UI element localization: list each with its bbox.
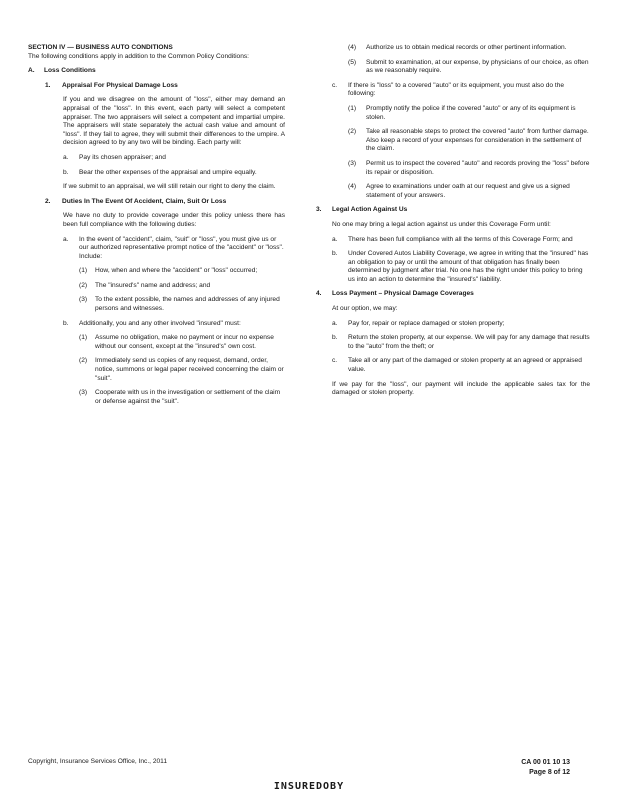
list-text: How, when and where the "accident" or "loss" occurred; [95, 267, 258, 275]
condition-2-label: 2. [45, 197, 51, 205]
condition-4-heading [316, 290, 590, 299]
condition-3-title: Legal Action Against Us [332, 206, 408, 214]
sub-list-item [28, 357, 285, 383]
list-label: (1) [79, 267, 88, 275]
list-text: There has been full compliance with all the terms of this Coverage Form; and [348, 235, 573, 243]
list-text: Submit to examination, at our expense, by physicians of our choice, as often as we reasonably require. [366, 58, 589, 75]
list-item [332, 250, 590, 284]
list-item [332, 82, 590, 99]
list-label: b. [332, 334, 338, 342]
list-label: (3) [348, 159, 357, 167]
list-label: a. [63, 153, 69, 161]
list-text: In the event of "accident", claim, "suit" or "loss", you must give us or our authorized representative prompt notice of the "accident" or "loss". Include: [79, 235, 284, 260]
list-text: Bear the other expenses of the appraisal and umpire equally. [79, 168, 257, 176]
sub-list-item [332, 105, 590, 122]
condition-1-closing: If we submit to an appraisal, we will still retain our right to deny the claim. [63, 183, 276, 191]
list-item [28, 236, 285, 262]
condition-3-text: No one may bring a legal action against us under this Coverage Form until: [332, 220, 551, 228]
list-text: Promptly notify the police if the covered "auto" or any of its equipment is stolen. [366, 104, 576, 121]
condition-2-heading [28, 198, 285, 207]
list-label: (1) [79, 334, 88, 342]
footer-copyright: Copyright, Insurance Services Office, Inc., 2011 [28, 758, 168, 765]
list-label: (4) [348, 183, 357, 191]
condition-2-text: We have no duty to provide coverage under this policy unless there has been full compliance with the following duties: [63, 212, 285, 228]
list-text: Take all or any part of the damaged or stolen property at an agreed or appraised value. [348, 357, 582, 374]
list-item [28, 320, 285, 329]
sub-list-item [332, 183, 590, 200]
list-label: (2) [79, 281, 88, 289]
list-text: Pay for, repair or replace damaged or stolen property; [348, 319, 505, 327]
list-label: a. [332, 235, 338, 243]
sub-list-item [28, 267, 285, 276]
list-item [332, 236, 590, 245]
sub-list-item [28, 282, 285, 291]
list-label: (4) [348, 44, 357, 51]
list-text: Authorize us to obtain medical records or other pertinent information. [366, 44, 567, 51]
list-text: Pay its chosen appraiser; and [79, 153, 166, 161]
sub-list-item [28, 334, 285, 351]
list-text: Take all reasonable steps to protect the covered "auto" from further damage. Also keep a record of your expenses for consideration in the settlement of the claim. [366, 128, 589, 153]
list-item [28, 154, 285, 163]
list-label: b. [63, 319, 69, 327]
left-column [28, 44, 285, 412]
list-text: If there is "loss" to a covered "auto" or its equipment, you must also do the following: [348, 81, 565, 98]
condition-4-closing: If we pay for the "loss", our payment will include the applicable sales tax for the damaged or stolen property. [332, 380, 590, 397]
right-column [316, 44, 590, 404]
list-item [28, 169, 285, 178]
condition-1-label: 1. [45, 81, 51, 89]
condition-3-label: 3. [316, 206, 322, 214]
list-label: b. [63, 168, 69, 176]
page-number: Page 8 of 12 [529, 769, 570, 776]
list-text: Additionally, you and any other involved "insured" must: [79, 319, 241, 327]
list-label: a. [332, 319, 338, 327]
list-item [332, 357, 590, 374]
sub-list-item [332, 59, 590, 76]
list-text: Under Covered Autos Liability Coverage, we agree in writing that the "insured" has an obligation to pay or until the amount of that obligation has finally been determined by judgment after trial. No one has the right under this policy to bring us into an action to determine the "insured's" liability. [348, 250, 589, 283]
condition-1-title: Appraisal For Physical Damage Loss [62, 81, 178, 89]
sub-list-item [332, 44, 590, 53]
list-text: Agree to examinations under oath at our request and give us a signed statement of your answers. [366, 183, 570, 199]
watermark: INSUREDOBY [273, 781, 345, 792]
list-label: b. [332, 250, 338, 258]
list-label: (2) [348, 128, 357, 136]
section-intro: The following conditions apply in addition to the Common Policy Conditions: [28, 52, 250, 60]
condition-4-title: Loss Payment – Physical Damage Coverages [332, 290, 474, 298]
list-label: c. [332, 357, 338, 365]
form-number: CA 00 01 10 13 [521, 759, 570, 766]
list-text: Assume no obligation, make no payment or incur no expense without our consent, except at the "insured's" own cost. [95, 334, 274, 350]
list-label: (2) [79, 357, 88, 365]
condition-1-heading [28, 82, 285, 91]
sub-list-item [332, 128, 590, 154]
list-label: (3) [79, 389, 88, 397]
list-item [332, 334, 590, 351]
condition-4-text: At our option, we may: [332, 305, 398, 313]
list-text: The "insured's" name and address; and [95, 281, 211, 289]
list-text: To the extent possible, the names and addresses of any injured persons and witnesses. [95, 296, 280, 313]
section-title: SECTION IV — BUSINESS AUTO CONDITIONS [28, 44, 173, 51]
list-label: (3) [79, 296, 88, 304]
footer-form-info [478, 758, 570, 778]
sub-list-item [332, 160, 590, 177]
list-text: Cooperate with us in the investigation or settlement of the claim or defense against the "suit". [95, 389, 281, 405]
sub-list-item [28, 389, 285, 406]
list-label: a. [63, 235, 69, 243]
list-text: Return the stolen property, at our expense. We will pay for any damage that results to the "auto" from the theft; or [348, 334, 590, 350]
list-label: c. [332, 81, 338, 89]
condition-1-text: If you and we disagree on the amount of "loss", either may demand an appraisal of the "loss". In this event, each party will select a competent appraiser. The two appraisers will select a competent and impartial umpire. The appraisers will state separately the actual cash value and amount of "loss". If they fail to agree, they will submit their differences to the umpire. A decision agreed to by any two will be binding. Each party will: [63, 96, 285, 147]
list-label: (1) [348, 104, 357, 112]
list-text: Immediately send us copies of any request, demand, order, notice, summons or legal paper received concerning the claim or "suit". [95, 357, 284, 382]
sub-list-item [28, 296, 285, 313]
heading-a-label: A. [28, 67, 35, 75]
condition-3-heading [316, 206, 590, 215]
list-item [332, 320, 590, 329]
condition-4-label: 4. [316, 290, 322, 298]
list-label: (5) [348, 58, 357, 66]
list-text: Permit us to inspect the covered "auto" and records proving the "loss" before its repair or disposition. [366, 159, 590, 176]
heading-a [28, 67, 285, 76]
heading-a-title: Loss Conditions [44, 67, 96, 75]
condition-2-title: Duties In The Event Of Accident, Claim, Suit Or Loss [62, 197, 227, 205]
